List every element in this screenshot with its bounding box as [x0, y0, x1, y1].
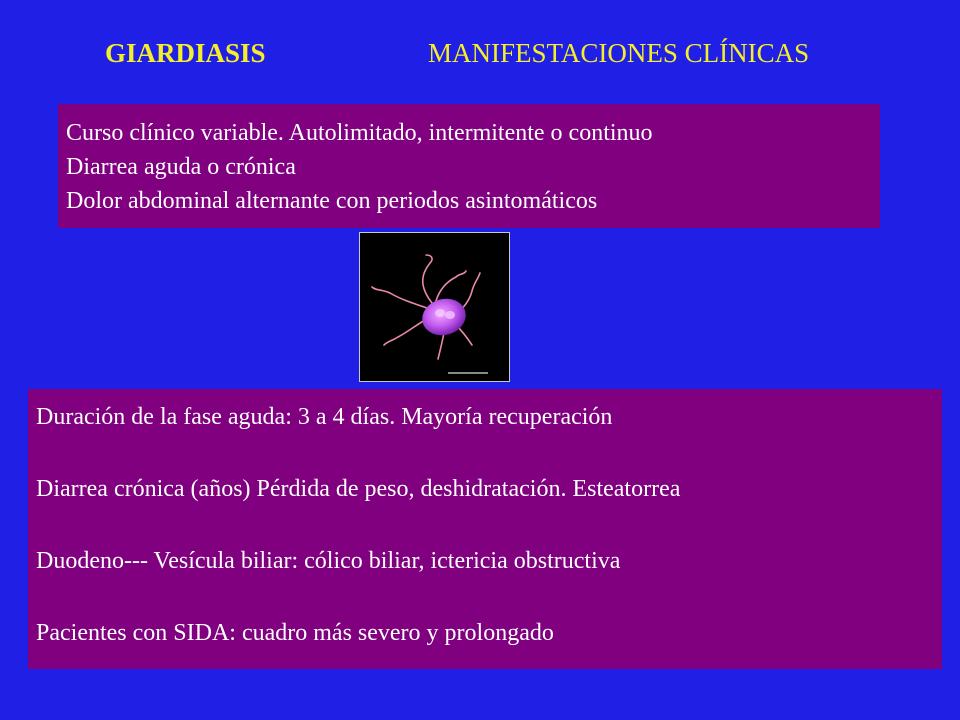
slide-title-section: MANIFESTACIONES CLÍNICAS: [428, 38, 810, 68]
giardia-illustration: [360, 233, 509, 381]
details-box: [28, 389, 942, 669]
summary-line: Curso clínico variable. Autolimitado, intermitente o continuo: [66, 120, 653, 146]
detail-line: Pacientes con SIDA: cuadro más severo y prolongado: [36, 620, 554, 646]
detail-line: Diarrea crónica (años) Pérdida de peso, deshidratación. Esteatorrea: [36, 476, 681, 502]
slide-title-topic: GIARDIASIS: [105, 38, 266, 68]
summary-box: [58, 104, 880, 228]
giardia-micrograph-image: [359, 232, 510, 382]
summary-line: Diarrea aguda o crónica: [66, 154, 296, 180]
detail-line: Duodeno--- Vesícula biliar: cólico biliar, ictericia obstructiva: [36, 548, 621, 574]
summary-line: Dolor abdominal alternante con periodos asintomáticos: [66, 188, 598, 214]
detail-line: Duración de la fase aguda: 3 a 4 días. Mayoría recuperación: [36, 404, 613, 430]
